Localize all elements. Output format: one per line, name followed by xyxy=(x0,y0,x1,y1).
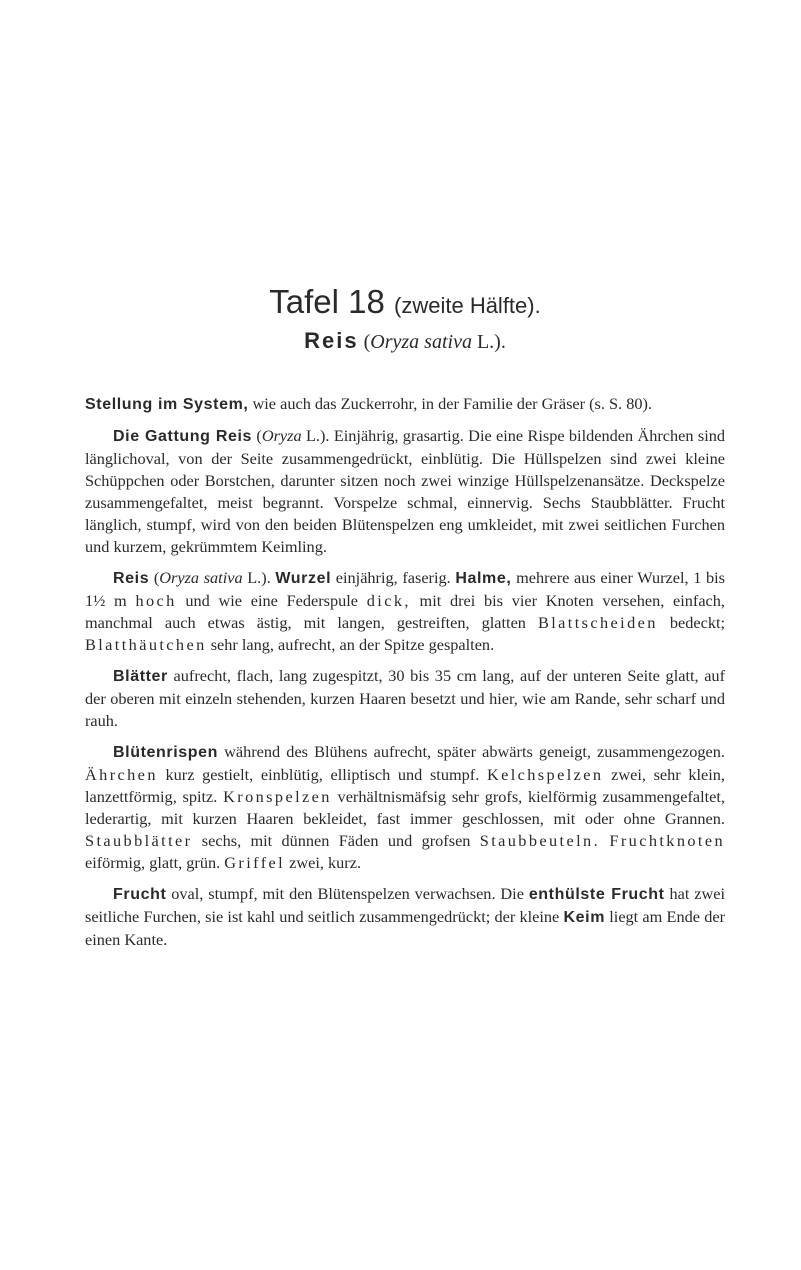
plate-subtitle: (zweite Hälfte). xyxy=(394,293,541,318)
species-name: Reis xyxy=(304,328,359,353)
latin-name: Oryza sativa xyxy=(370,331,472,353)
term-halme: Halme, xyxy=(455,570,512,587)
paragraph-bluetenrispen xyxy=(85,741,725,874)
term-blattscheiden: Blattscheiden xyxy=(538,613,658,632)
plate-number: Tafel 18 xyxy=(269,283,385,320)
term-wurzel: Wurzel xyxy=(275,570,332,587)
heading-frucht: Frucht xyxy=(113,886,167,903)
term-hoch: hoch xyxy=(135,591,177,610)
text-reis-e: mit drei bis vier Knoten versehen, einfach, manchmal auch etwas ästig, mit langen, gestreiften, glatten xyxy=(85,591,725,632)
term-kelchspelzen: Kelchspelzen xyxy=(486,765,604,784)
text-rispen-b: kurz gestielt, einblütig, elliptisch und stumpf. xyxy=(157,765,487,784)
species-title xyxy=(85,328,725,355)
paragraph-blaetter xyxy=(85,665,725,732)
term-staubblaetter: Staubblätter xyxy=(85,831,193,850)
plate-title xyxy=(85,282,725,326)
text-rispen-h: zwei, kurz. xyxy=(285,853,362,872)
paragraph-gattung xyxy=(85,425,725,558)
heading-bluetenrispen: Blütenrispen xyxy=(113,744,218,761)
term-griffel: Griffel xyxy=(224,853,286,872)
term-dick: dick, xyxy=(366,591,411,610)
text-frucht-c: liegt am Ende der einen Kante. xyxy=(85,907,726,949)
latin-gattung: Oryza xyxy=(261,426,302,445)
text-rispen-e: sechs, mit dünnen Fäden und grofsen xyxy=(192,831,480,850)
term-kronspelzen: Kronspelzen xyxy=(223,787,332,806)
heading-stellung: Stellung im System, xyxy=(85,396,249,413)
latin-open: ( xyxy=(363,331,371,353)
text-reis-a: L.). xyxy=(242,568,276,587)
latin-reis: Oryza sativa xyxy=(159,568,243,587)
title-block xyxy=(85,282,725,355)
text-reis-c: mehrere aus einer Wurzel, 1 bis 1½ m xyxy=(85,568,725,610)
latin-open: ( xyxy=(149,568,160,587)
term-enthuelste-frucht: enthülste Frucht xyxy=(528,886,665,903)
latin-close: L.). xyxy=(471,331,506,353)
text-rispen-a: während des Blühens aufrecht, später abwärts geneigt, zusammengezogen. xyxy=(218,742,725,761)
text-reis-b: einjährig, faserig. xyxy=(331,568,456,587)
term-keim: Keim xyxy=(563,909,606,926)
description-text xyxy=(85,393,725,951)
heading-blaetter: Blätter xyxy=(113,668,168,685)
text-gattung: L.). Einjährig, grasartig. Die eine Rispe bildenden Ährchen sind länglichoval, von der Seite zusammengedrückt, einblütig. Die Hüllspelzen sind zwei kleine Schüppchen oder Borstchen, darunter sitzen noch zwei winzige Hüllspelzenansätze. Deckspelze zusammengefaltet, meist begrannt. Vorspelze schmal, einnervig. Sechs Staubblätter. Frucht länglich, stumpf, wird von den beiden Blütenspelzen eng umkleidet, mit zwei seitlichen Furchen und kurzem, gekrümmtem Keimling. xyxy=(85,426,725,556)
heading-gattung: Die Gattung Reis xyxy=(113,428,253,445)
latin-open: ( xyxy=(252,426,262,445)
term-staubbeuteln: Staubbeuteln. xyxy=(479,831,601,850)
paragraph-frucht xyxy=(85,883,725,951)
text-reis-d: und wie eine Federspule xyxy=(176,591,367,610)
paragraph-reis xyxy=(85,567,725,656)
paragraph-stellung xyxy=(85,393,725,416)
text-frucht-a: oval, stumpf, mit den Blütenspelzen verwachsen. Die xyxy=(166,884,529,903)
heading-reis: Reis xyxy=(113,570,150,587)
text-frucht-b: hat zwei seitliche Furchen, sie ist kahl und seitlich zusammengedrückt; der kleine xyxy=(85,884,725,926)
term-blatthaeutchen: Blatthäutchen xyxy=(85,635,207,654)
text-reis-f: bedeckt; xyxy=(657,613,726,632)
text-rispen-d: verhältnismäfsig sehr grofs, kielförmig zusammengefaltet, lederartig, mit kurzen Haaren bekleidet, fast immer geschlossen, mit oder ohne Grannen. xyxy=(85,787,725,828)
term-fruchtknoten: Fruchtknoten xyxy=(609,831,725,850)
text-blaetter: aufrecht, flach, lang zugespitzt, 30 bis 35 cm lang, auf der unteren Seite glatt, auf der oberen mit einzeln stehenden, kurzen Haaren besetzt und hier, wie am Rande, sehr scharf und rauh. xyxy=(85,666,725,730)
text-rispen-f xyxy=(600,831,609,850)
text-reis-g: sehr lang, aufrecht, an der Spitze gespalten. xyxy=(206,635,495,654)
term-aehrchen: Ährchen xyxy=(85,765,158,784)
text-rispen-c: zwei, sehr klein, lanzettförmig, spitz. xyxy=(85,765,726,806)
text-rispen-g: eiförmig, glatt, grün. xyxy=(85,853,225,872)
text-stellung: wie auch das Zuckerrohr, in der Familie der Gräser (s. S. 80). xyxy=(248,394,652,413)
